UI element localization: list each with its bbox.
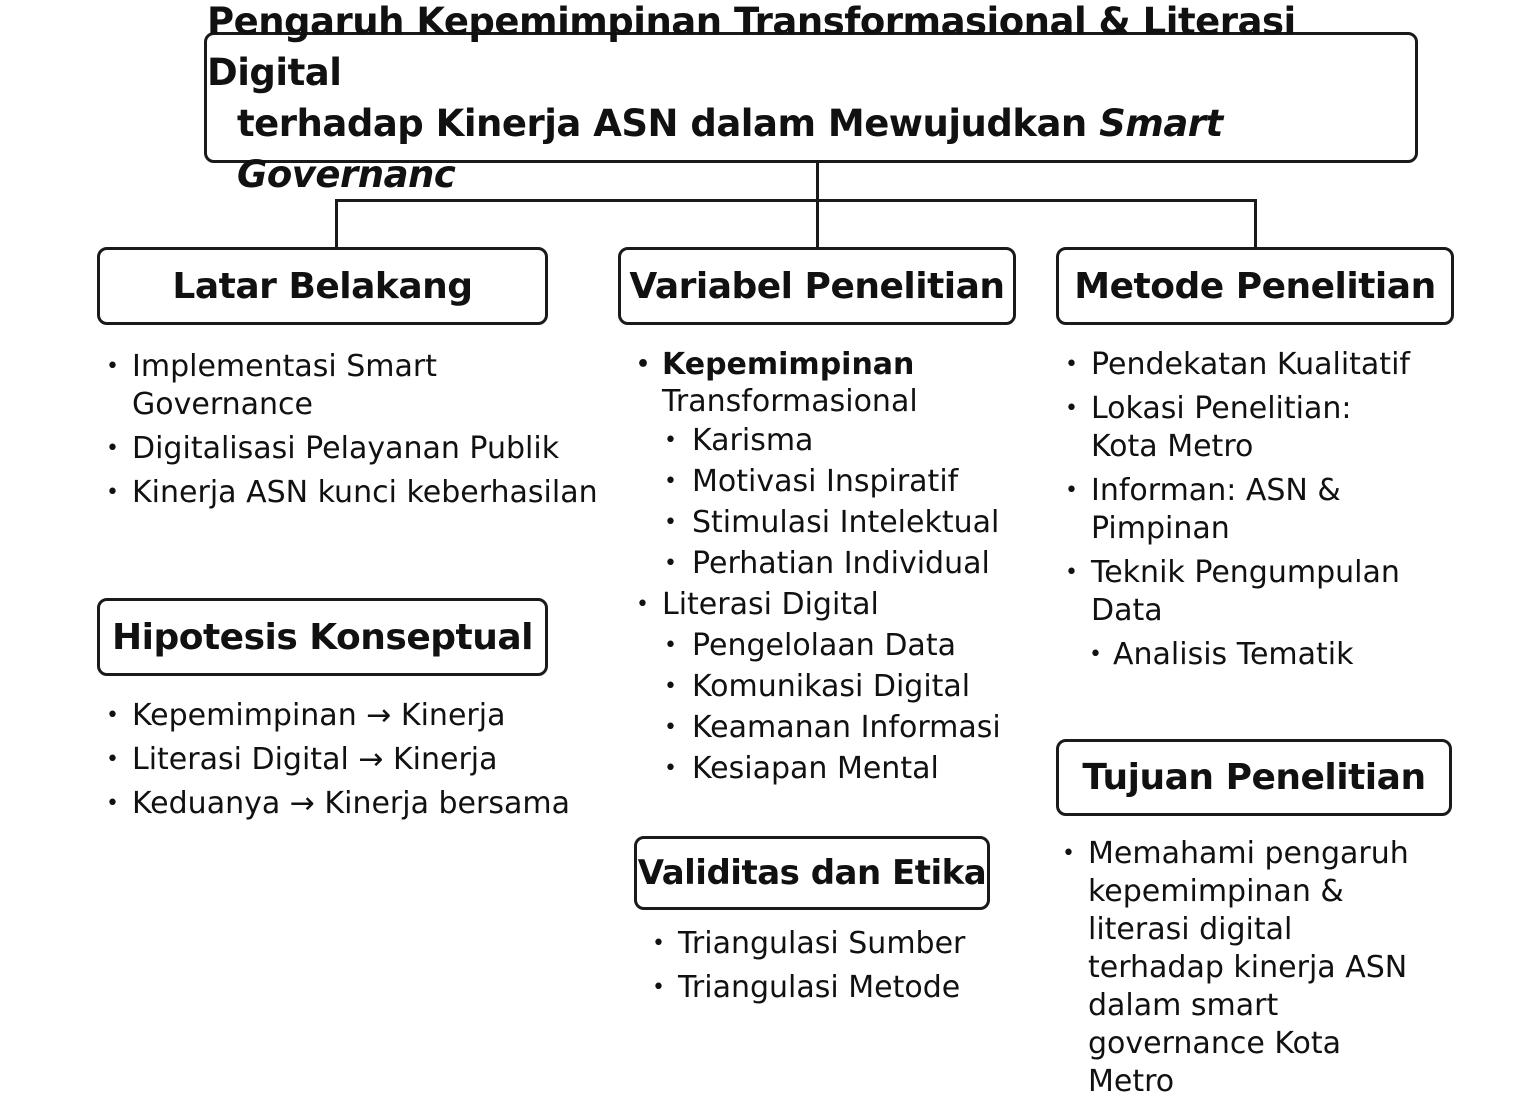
list-item: • Lokasi Penelitian: Kota Metro xyxy=(1057,390,1371,466)
latar-belakang-list xyxy=(98,348,598,518)
list-item: • Teknik Pengumpulan Data xyxy=(1057,554,1421,630)
connector-horizontal xyxy=(335,199,1257,202)
list-item: • Informan: ASN & Pimpinan xyxy=(1057,472,1351,548)
title-line-2-text: terhadap Kinerja ASN dalam Mewujudkan xyxy=(237,101,1100,145)
list-item: • Komunikasi Digital xyxy=(628,668,1028,705)
list-item: • Implementasi Smart Governance xyxy=(98,348,462,424)
diagram-title-box xyxy=(204,0,1418,196)
metode-list xyxy=(1057,346,1427,680)
list-item: • Kinerja ASN kunci keberhasilan xyxy=(98,474,598,512)
validitas-etika-box: Validitas dan Etika xyxy=(634,836,990,910)
title-line-1: Pengaruh Kepemimpinan Transformasional & Literasi Digital xyxy=(207,0,1296,94)
tujuan-penelitian-box: Tujuan Penelitian xyxy=(1056,739,1452,816)
hipotesis-konseptual-box: Hipotesis Konseptual xyxy=(97,598,548,676)
latar-belakang-box: Latar Belakang xyxy=(97,247,548,325)
title-line-2-italic: Smart Governanc xyxy=(237,101,1223,196)
variabel-penelitian-box: Variabel Penelitian xyxy=(618,247,1016,325)
variable-group-leadership-label-rest: Transformasional xyxy=(662,384,918,419)
list-item: • Pendekatan Kualitatif xyxy=(1057,346,1427,384)
connector-trunk xyxy=(816,163,819,248)
list-item: • Digitalisasi Pelayanan Publik xyxy=(98,430,598,468)
list-item: • Keamanan Informasi xyxy=(628,709,1028,746)
list-item: • Pengelolaan Data xyxy=(628,627,1028,664)
tujuan-list xyxy=(1054,835,1434,1107)
list-item: • Karisma xyxy=(628,422,1028,459)
list-item: • Kepemimpinan → Kinerja xyxy=(98,697,598,735)
list-item: • Kesiapan Mental xyxy=(628,750,1028,787)
list-item: • Literasi Digital → Kinerja xyxy=(98,741,598,779)
connector-left-drop xyxy=(335,199,338,248)
metode-penelitian-box: Metode Penelitian xyxy=(1056,247,1454,325)
list-item: • Triangulasi Metode xyxy=(644,969,1024,1007)
list-item: • Motivasi Inspiratif xyxy=(628,463,1028,500)
list-item: • Keduanya → Kinerja bersama xyxy=(98,785,598,823)
validitas-list xyxy=(644,925,1024,1013)
list-item: • Triangulasi Sumber xyxy=(644,925,1024,963)
list-item: • Memahami pengaruh kepemimpinan & literasi digital terhadap kinerja ASN dalam smart governance Kota Metro xyxy=(1054,835,1434,1101)
variable-group-leadership-label: Kepemimpinan xyxy=(662,347,915,382)
variabel-list xyxy=(628,346,1028,791)
variable-group-digital-literacy: • Literasi Digital xyxy=(628,586,1028,623)
list-item: • Analisis Tematik xyxy=(1057,636,1427,674)
connector-right-drop xyxy=(1254,199,1257,248)
list-item: • Perhatian Individual xyxy=(628,545,1028,582)
list-item: • Stimulasi Intelektual xyxy=(628,504,1028,541)
variable-group-leadership xyxy=(628,346,1028,420)
hipotesis-list xyxy=(98,697,598,829)
title-line-2 xyxy=(237,98,1415,200)
